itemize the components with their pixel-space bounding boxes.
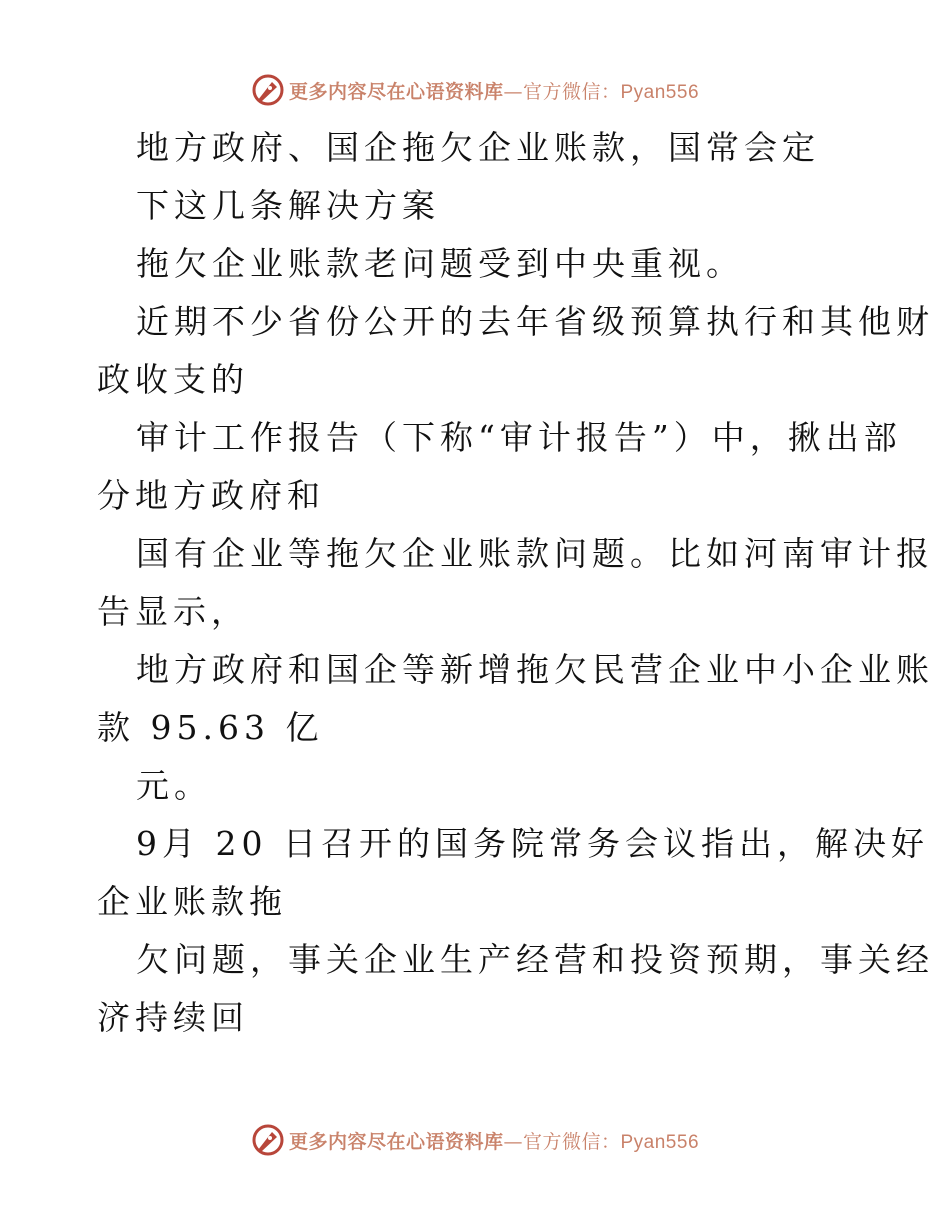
watermark-wechat-label: 官方微信： bbox=[522, 1130, 621, 1153]
text-line: 审计工作报告（下称“审计报告”）中，揪出部 bbox=[136, 418, 902, 457]
text-line: 下这几条解决方案 bbox=[136, 186, 440, 225]
watermark-promo: 更多内容尽在心语资料库 bbox=[288, 80, 504, 103]
text-line: 济持续回 bbox=[97, 998, 249, 1037]
text-line: 地方政府、国企拖欠企业账款，国常会定 bbox=[136, 128, 820, 167]
text-line: 款 95.63 亿 bbox=[97, 708, 324, 747]
text-line: 政收支的 bbox=[97, 360, 249, 399]
text-line: 国有企业等拖欠企业账款问题。比如河南审计报 bbox=[136, 534, 934, 573]
watermark-dash: — bbox=[503, 80, 523, 103]
text-line: 元。 bbox=[136, 766, 212, 805]
watermark-text bbox=[289, 77, 699, 104]
text-line: 分地方政府和 bbox=[97, 476, 325, 515]
text-line: 企业账款拖 bbox=[97, 882, 287, 921]
article-body bbox=[97, 122, 934, 1050]
watermark-dash: — bbox=[503, 1130, 523, 1153]
watermark-wechat-label: 官方微信： bbox=[522, 80, 621, 103]
text-line: 告显示， bbox=[97, 592, 249, 631]
text-line: 地方政府和国企等新增拖欠民营企业中小企业账 bbox=[136, 650, 934, 689]
header-watermark-banner bbox=[0, 70, 950, 110]
pen-nib-logo-icon bbox=[251, 1123, 285, 1157]
text-line: 欠问题，事关企业生产经营和投资预期，事关经 bbox=[136, 940, 934, 979]
text-line: 近期不少省份公开的去年省级预算执行和其他财 bbox=[136, 302, 934, 341]
footer-watermark-banner bbox=[0, 1120, 950, 1160]
watermark-handle: Pyan556 bbox=[620, 81, 700, 103]
watermark-handle: Pyan556 bbox=[620, 1131, 700, 1153]
text-line: 拖欠企业账款老问题受到中央重视。 bbox=[136, 244, 744, 283]
watermark-promo: 更多内容尽在心语资料库 bbox=[288, 1130, 504, 1153]
pen-nib-logo-icon bbox=[251, 73, 285, 107]
text-line: 9月 20 日召开的国务院常务会议指出，解决好 bbox=[136, 824, 929, 863]
watermark-text bbox=[289, 1127, 699, 1154]
